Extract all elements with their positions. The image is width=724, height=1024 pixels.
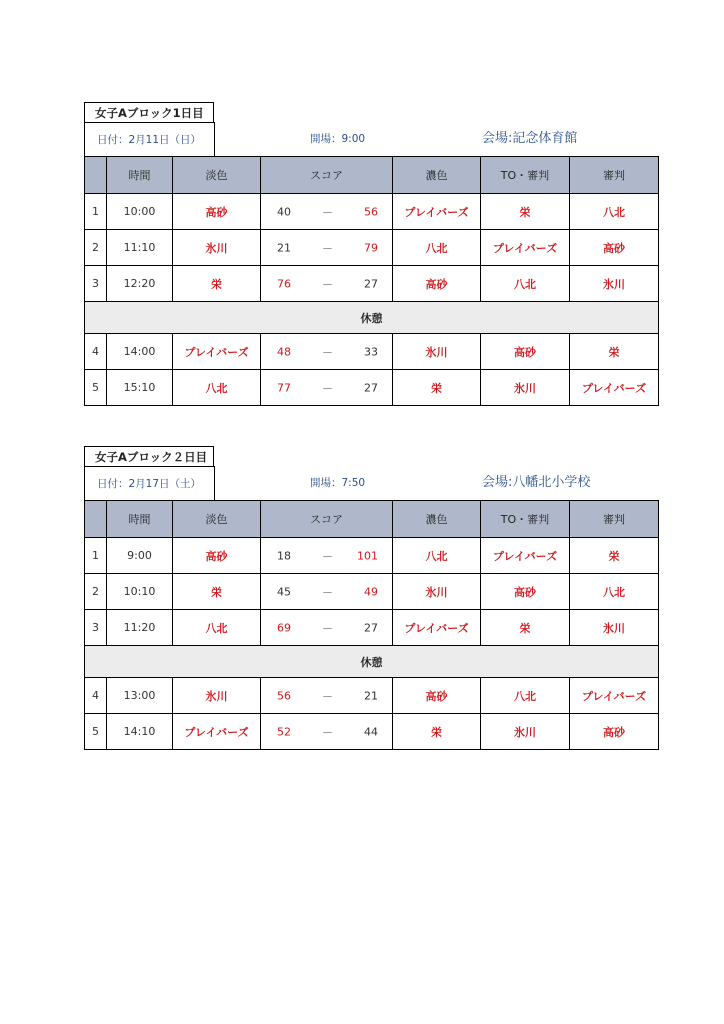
schedule-table: [84, 500, 659, 750]
score-dash: －: [322, 205, 333, 219]
referee: 高砂: [570, 714, 659, 750]
header-no: [85, 501, 107, 538]
to-referee: 八北: [481, 266, 570, 302]
schedule-block-day1: [84, 102, 658, 406]
to-referee: 高砂: [481, 574, 570, 610]
score-cell: [261, 370, 393, 406]
score-cell: [261, 538, 393, 574]
header-dark-team: 濃色: [393, 501, 481, 538]
header-no: [85, 157, 107, 194]
header-light-team: 淡色: [173, 501, 261, 538]
score-cell: [261, 714, 393, 750]
header-to-referee: TO・審判: [481, 501, 570, 538]
score-cell: [261, 678, 393, 714]
game-time: 14:00: [107, 334, 173, 370]
light-team: 高砂: [173, 538, 261, 574]
score-light: 18: [277, 549, 291, 562]
dark-team: プレイバーズ: [393, 194, 481, 230]
score-light: 69: [277, 621, 291, 634]
game-time: 10:00: [107, 194, 173, 230]
score-dash: －: [322, 277, 333, 291]
dark-team: 高砂: [393, 678, 481, 714]
dark-team: 八北: [393, 230, 481, 266]
break-label: 休憩: [85, 302, 659, 334]
score-dash: －: [322, 585, 333, 599]
schedule-table: [84, 156, 659, 406]
score-cell: [261, 334, 393, 370]
game-number: 2: [85, 574, 107, 610]
header-dark-team: 濃色: [393, 157, 481, 194]
referee: プレイバーズ: [570, 370, 659, 406]
score-light: 45: [277, 585, 291, 598]
dark-team: プレイバーズ: [393, 610, 481, 646]
game-row: [85, 574, 659, 610]
game-time: 9:00: [107, 538, 173, 574]
header-referee: 審判: [570, 501, 659, 538]
score-dark: 33: [364, 345, 378, 358]
score-dash: －: [322, 725, 333, 739]
score-dark: 21: [364, 689, 378, 702]
game-number: 1: [85, 538, 107, 574]
score-dark: 56: [364, 205, 378, 218]
score-dash: －: [322, 241, 333, 255]
light-team: 高砂: [173, 194, 261, 230]
referee: 栄: [570, 538, 659, 574]
break-label: 休憩: [85, 646, 659, 678]
game-number: 4: [85, 334, 107, 370]
game-time: 11:20: [107, 610, 173, 646]
header-time: 時間: [107, 501, 173, 538]
dark-team: 栄: [393, 714, 481, 750]
score-light: 76: [277, 277, 291, 290]
score-dash: －: [322, 549, 333, 563]
light-team: 八北: [173, 370, 261, 406]
header-row: [85, 157, 659, 194]
score-dark: 27: [364, 621, 378, 634]
venue-label: 会場:記念体育館: [482, 131, 578, 146]
break-row: [85, 302, 659, 334]
score-dash: －: [322, 689, 333, 703]
light-team: 栄: [173, 266, 261, 302]
to-referee: 氷川: [481, 370, 570, 406]
score-cell: [261, 230, 393, 266]
referee: 八北: [570, 194, 659, 230]
game-number: 5: [85, 370, 107, 406]
to-referee: プレイバーズ: [481, 538, 570, 574]
score-dark: 44: [364, 725, 378, 738]
venue-label: 会場:八幡北小学校: [482, 475, 591, 490]
game-number: 2: [85, 230, 107, 266]
game-row: [85, 714, 659, 750]
light-team: プレイバーズ: [173, 714, 261, 750]
to-referee: 栄: [481, 194, 570, 230]
light-team: 氷川: [173, 678, 261, 714]
light-team: 栄: [173, 574, 261, 610]
info-row: [84, 466, 658, 500]
dark-team: 八北: [393, 538, 481, 574]
score-dark: 79: [364, 241, 378, 254]
referee: 氷川: [570, 610, 659, 646]
header-row: [85, 501, 659, 538]
referee: 氷川: [570, 266, 659, 302]
game-row: [85, 230, 659, 266]
game-row: [85, 370, 659, 406]
light-team: プレイバーズ: [173, 334, 261, 370]
referee: プレイバーズ: [570, 678, 659, 714]
score-cell: [261, 266, 393, 302]
score-light: 56: [277, 689, 291, 702]
score-dash: －: [322, 345, 333, 359]
to-referee: プレイバーズ: [481, 230, 570, 266]
open-time-label: 開場：7:50: [310, 477, 366, 489]
game-time: 13:00: [107, 678, 173, 714]
game-time: 10:10: [107, 574, 173, 610]
score-light: 48: [277, 345, 291, 358]
block-title: 女子Aブロック1日目: [84, 102, 214, 122]
break-row: [85, 646, 659, 678]
score-light: 21: [277, 241, 291, 254]
light-team: 八北: [173, 610, 261, 646]
game-row: [85, 678, 659, 714]
to-referee: 氷川: [481, 714, 570, 750]
score-light: 52: [277, 725, 291, 738]
to-referee: 高砂: [481, 334, 570, 370]
score-light: 77: [277, 381, 291, 394]
block-title: 女子Aブロック２日目: [84, 446, 214, 466]
game-row: [85, 334, 659, 370]
game-number: 3: [85, 266, 107, 302]
score-dark: 27: [364, 277, 378, 290]
score-light: 40: [277, 205, 291, 218]
score-dash: －: [322, 381, 333, 395]
game-time: 12:20: [107, 266, 173, 302]
dark-team: 氷川: [393, 334, 481, 370]
game-time: 15:10: [107, 370, 173, 406]
header-score: スコア: [261, 501, 393, 538]
header-referee: 審判: [570, 157, 659, 194]
score-cell: [261, 574, 393, 610]
game-row: [85, 610, 659, 646]
info-row: [84, 122, 658, 156]
header-score: スコア: [261, 157, 393, 194]
dark-team: 高砂: [393, 266, 481, 302]
light-team: 氷川: [173, 230, 261, 266]
dark-team: 氷川: [393, 574, 481, 610]
header-to-referee: TO・審判: [481, 157, 570, 194]
score-dash: －: [322, 621, 333, 635]
referee: 八北: [570, 574, 659, 610]
date-label: 日付：2月11日（日）: [84, 122, 215, 156]
game-number: 1: [85, 194, 107, 230]
score-cell: [261, 194, 393, 230]
header-light-team: 淡色: [173, 157, 261, 194]
score-cell: [261, 610, 393, 646]
to-referee: 八北: [481, 678, 570, 714]
dark-team: 栄: [393, 370, 481, 406]
game-row: [85, 538, 659, 574]
game-time: 14:10: [107, 714, 173, 750]
score-dark: 101: [357, 549, 378, 562]
open-time-label: 開場：9:00: [310, 133, 366, 145]
game-number: 3: [85, 610, 107, 646]
referee: 栄: [570, 334, 659, 370]
game-row: [85, 194, 659, 230]
referee: 高砂: [570, 230, 659, 266]
score-dark: 27: [364, 381, 378, 394]
game-row: [85, 266, 659, 302]
score-dark: 49: [364, 585, 378, 598]
header-time: 時間: [107, 157, 173, 194]
schedule-block-day2: [84, 446, 658, 750]
to-referee: 栄: [481, 610, 570, 646]
game-number: 5: [85, 714, 107, 750]
game-time: 11:10: [107, 230, 173, 266]
date-label: 日付：2月17日（土）: [84, 466, 215, 500]
game-number: 4: [85, 678, 107, 714]
